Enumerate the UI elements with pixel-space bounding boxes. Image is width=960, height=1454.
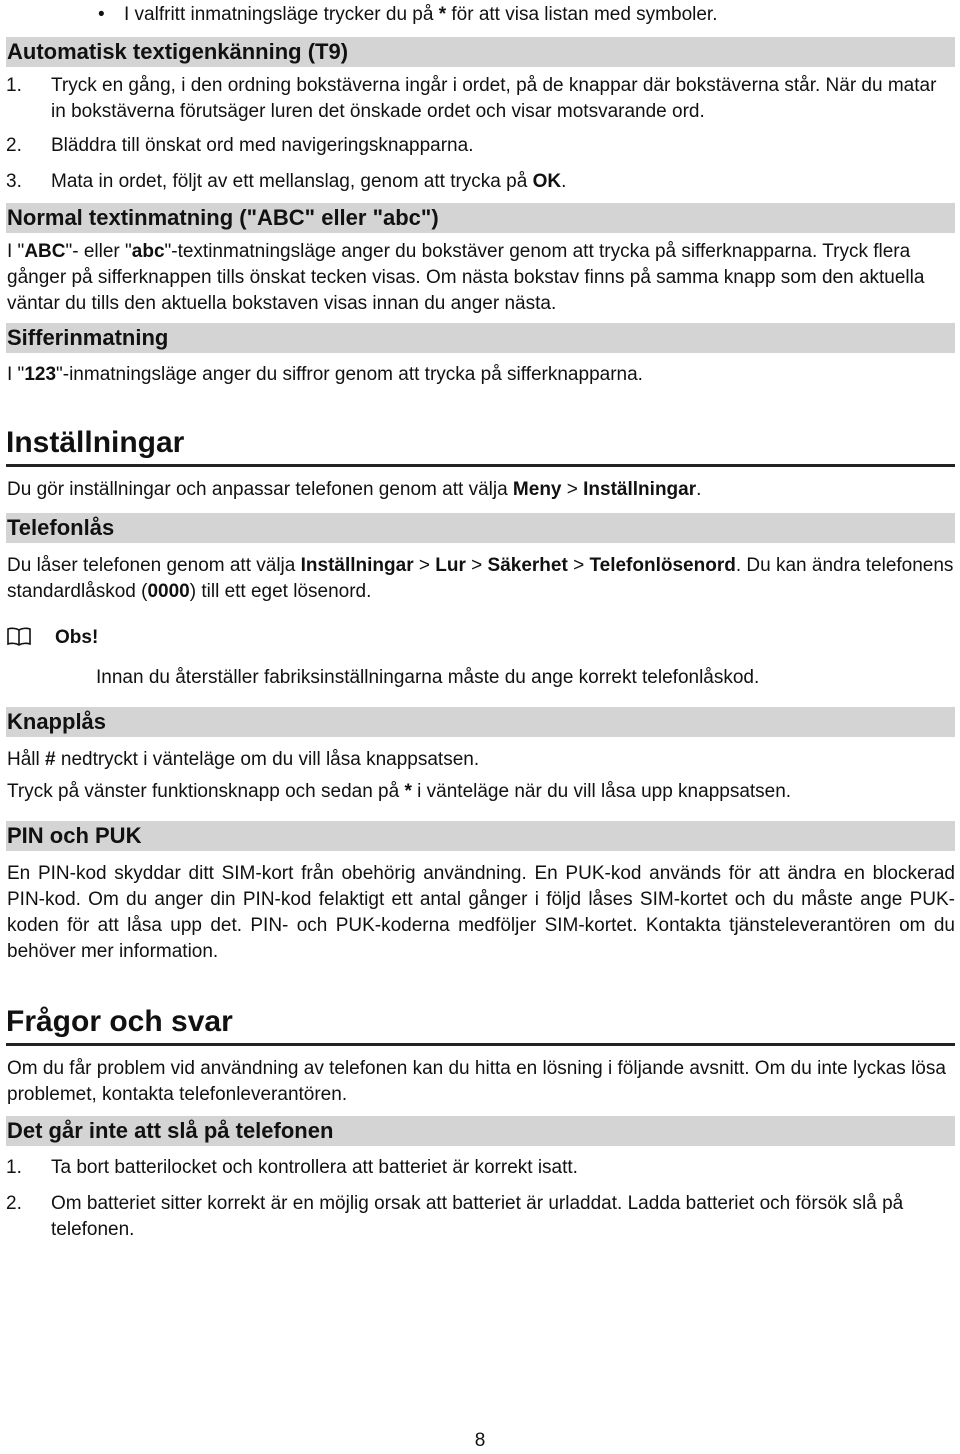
path-separator: > [561, 479, 584, 500]
keypad-lock-heading: Knapplås [6, 707, 955, 737]
keypad-lock-text-1 [6, 747, 955, 773]
text-run: Du låser telefonen genom att välja [7, 555, 301, 576]
list-text: Mata in ordet, följt av ett mellanslag, genom att trycka på [51, 171, 533, 192]
text-run: "-inmatningsläge anger du siffror genom att trycka på sifferknapparna. [56, 364, 643, 385]
list-item [6, 1155, 955, 1181]
bullet-text: I valfritt inmatningsläge trycker du på [124, 4, 439, 25]
abc-lower: abc [131, 241, 165, 262]
numeric-input-text [6, 362, 955, 388]
phone-lock-heading: Telefonlås [6, 513, 955, 543]
settings-text [6, 477, 955, 503]
list-number: 3. [6, 171, 22, 192]
text-run: Du gör inställningar och anpassar telefonen genom att välja [7, 479, 513, 500]
book-icon-svg [6, 625, 32, 647]
keypad-lock-text-2 [6, 779, 955, 805]
faq-text: Om du får problem vid användning av telefonen kan du hitta en lösning i följande avsnitt. Om du inte lyckas lösa problemet, kontakta telefonleverantören. [7, 1058, 946, 1105]
path-separator: > [413, 555, 436, 576]
page [6, 0, 955, 1243]
text-run: I " [7, 241, 25, 262]
text-run: . Du kan ändra telefonens standardlåskod ( [7, 555, 954, 602]
numeric-input-heading: Sifferinmatning [6, 323, 955, 353]
faq-heading: Frågor och svar [6, 1003, 955, 1046]
list-number: 2. [6, 1193, 22, 1214]
text-run: . [696, 479, 702, 500]
default-lock-code: 0000 [147, 581, 190, 602]
normal-input-text [6, 239, 955, 317]
normal-input-heading: Normal textinmatning ("ABC" eller "abc") [6, 203, 955, 233]
power-on-heading: Det går inte att slå på telefonen [6, 1116, 955, 1146]
star-key: * [404, 781, 412, 802]
menu-path-installningar: Inställningar [300, 555, 414, 576]
list-number: 1. [6, 1157, 22, 1178]
t9-heading: Automatisk textigenkänning (T9) [6, 37, 955, 67]
list-item [6, 1191, 955, 1243]
hash-key: # [45, 749, 56, 770]
list-text: Tryck en gång, i den ordning bokstäverna ingår i ordet, på de knappar där bokstäverna står. När du matar in bokstäverna förutsäger luren det önskade ordet och visar motsvarande ord. [51, 75, 937, 122]
list-text-end: . [561, 171, 567, 192]
note-text: Innan du återställer fabriksinställningarna måste du ange korrekt telefonlåskod. [96, 667, 760, 688]
note-box [6, 625, 955, 691]
list-number: 1. [6, 75, 22, 96]
menu-path-installningar: Inställningar [583, 479, 697, 500]
text-run: Håll [7, 749, 46, 770]
settings-heading: Inställningar [6, 424, 955, 467]
path-separator: > [465, 555, 488, 576]
list-text: Ta bort batterilocket och kontrollera att batteriet är korrekt isatt. [51, 1157, 578, 1178]
note-title: Obs! [55, 627, 99, 648]
text-run: nedtryckt i vänteläge om du vill låsa knappsatsen. [55, 749, 480, 770]
abc-upper: ABC [24, 241, 66, 262]
t9-steps [6, 73, 955, 195]
text-run: i vänteläge när du vill låsa upp knappsatsen. [411, 781, 792, 802]
page-number: 8 [474, 1430, 486, 1451]
text-run: ) till ett eget lösenord. [189, 581, 372, 602]
phone-lock-text [6, 553, 955, 605]
list-item [6, 73, 955, 125]
menu-path-telefonlosenord: Telefonlösenord [589, 555, 736, 576]
list-number: 2. [6, 135, 22, 156]
text-run: Tryck på vänster funktionsknapp och sedan på [7, 781, 405, 802]
list-item [6, 133, 955, 159]
pin-puk-heading: PIN och PUK [6, 821, 955, 851]
text-run: "- eller " [65, 241, 132, 262]
star-key: * [438, 4, 447, 25]
menu-path-meny: Meny [512, 479, 562, 500]
list-text: Om batteriet sitter korrekt är en möjlig orsak att batteriet är urladdat. Ladda batteriet och försök slå på telefonen. [51, 1193, 904, 1240]
pin-puk-text: En PIN-kod skyddar ditt SIM-kort från obehörig användning. En PUK-kod används för att ändra en blockerad PIN-kod. Om du anger din PIN-kod felaktigt ett antal gånger i följd låses SIM-kortet och du måste ange PUK-koden för att låsa upp det. PIN- och PUK-koderna medföljer SIM-kortet. Kontakta tjänsteleverantören om du behöver mer information. [7, 863, 955, 962]
book-icon [6, 625, 32, 647]
text-run: I " [7, 364, 25, 385]
text-run: "-textinmatningsläge anger du bokstäver genom att trycka på sifferknapparna. Tryck flera gånger på sifferknappen tills önskat tecken visas. Om nästa bokstav finns på samma knapp som den aktuella väntar du tills den aktuella bokstaven visas innan du anger nästa. [7, 241, 925, 314]
power-on-steps [6, 1155, 955, 1243]
bullet-dot: • [98, 4, 105, 25]
path-separator: > [567, 555, 590, 576]
numeric-mode: 123 [24, 364, 57, 385]
menu-path-sakerhet: Säkerhet [487, 555, 568, 576]
menu-path-lur: Lur [435, 555, 466, 576]
bullet-text-suffix: för att visa listan med symboler. [446, 4, 718, 25]
list-text: Bläddra till önskat ord med navigeringsknapparna. [51, 135, 474, 156]
list-item [6, 169, 955, 195]
ok-key: OK [532, 171, 562, 192]
symbols-bullet [6, 2, 955, 28]
